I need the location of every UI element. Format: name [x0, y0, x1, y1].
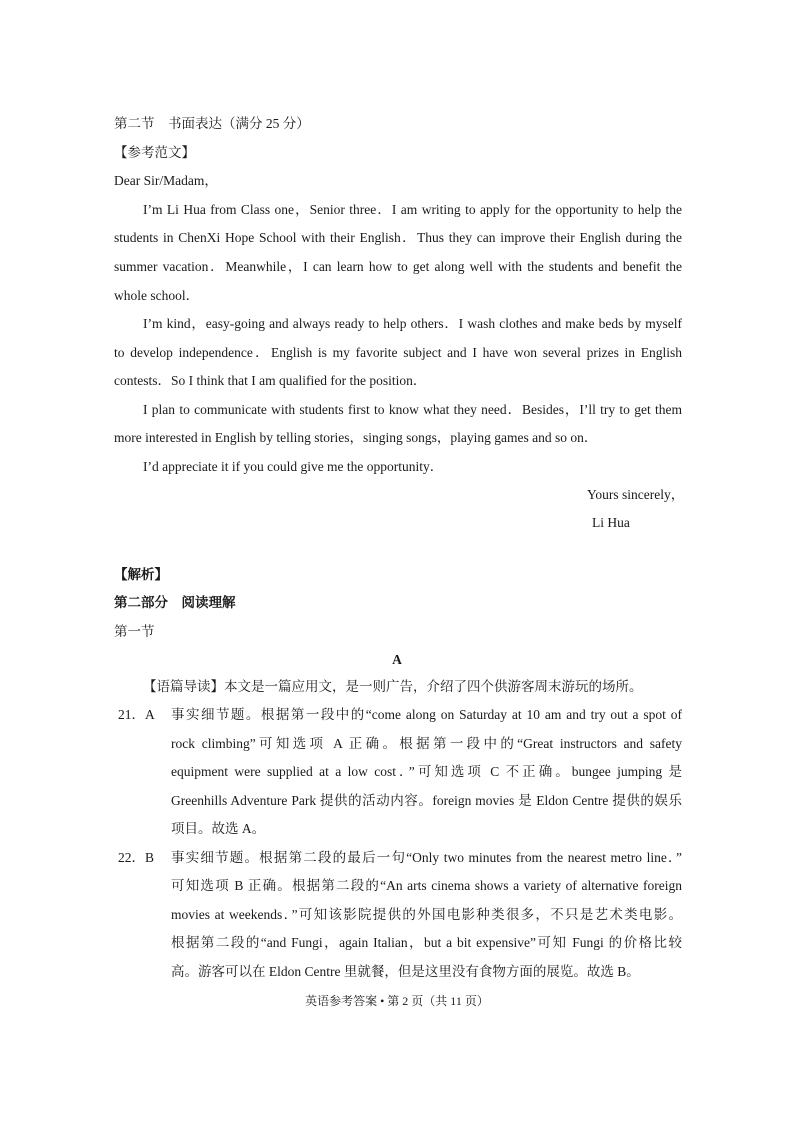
letter-p1-line: students in ChenXi Hope School with their English．Thus they can improve their English during the: [114, 230, 682, 245]
passage-letter: A: [392, 652, 402, 667]
letter-p1-line: I’m Li Hua from Class one，Senior three．I am writing to apply for the opportunity to help the: [143, 202, 682, 217]
letter-p3-line: more interested in English by telling stories，singing songs，playing games and so on．: [114, 430, 598, 445]
question-22-line: 高。游客可以在 Eldon Centre 里就餐，但是这里没有食物方面的展览。故选 B。: [171, 964, 640, 979]
reference-label: 【参考范文】: [114, 145, 195, 160]
section-one-heading: 第一节: [114, 624, 155, 639]
question-21-line: Greenhills Adventure Park 提供的活动内容。foreign movies 是 Eldon Centre 提供的娱乐: [171, 793, 682, 808]
letter-p1-line: summer vacation．Meanwhile，I can learn how to get along well with the students and benefit the: [114, 259, 682, 274]
question-22-line: 事实细节题。根据第二段的最后一句“Only two minutes from the nearest metro line．”: [171, 850, 682, 865]
question-22-line: 根据第二段的“and Fungi，again Italian，but a bit expensive”可知 Fungi 的价格比较: [171, 935, 682, 950]
analysis-label: 【解析】: [114, 567, 168, 582]
letter-p4-line: I’d appreciate it if you could give me the opportunity．: [143, 459, 444, 474]
question-21-line: 事实细节题。根据第一段中的“come along on Saturday at 10 am and try out a spot of: [171, 707, 682, 722]
passage-guide: 【语篇导读】本文是一篇应用文，是一则广告，介绍了四个供游客周末游玩的场所。: [143, 679, 643, 694]
question-22-number: 22．B: [118, 850, 155, 865]
page-footer: 英语参考答案 • 第 2 页（共 11 页）: [305, 994, 489, 1008]
question-22-line: 可知选项 B 正确。根据第二段的“An arts cinema shows a variety of alternative foreign: [171, 878, 682, 893]
question-21-line: rock climbing”可知选项 A 正确。根据第一段中的“Great instructors and safety: [171, 736, 682, 751]
letter-closing: Yours sincerely，: [587, 487, 685, 502]
letter-p2-line: contests．So I think that I am qualified for the position．: [114, 373, 427, 388]
section-heading: 第二节 书面表达（满分 25 分）: [114, 116, 310, 131]
letter-p2-line: I’m kind，easy-going and always ready to help others．I wash clothes and make beds by myself: [143, 316, 682, 331]
letter-p1-line: whole school．: [114, 288, 200, 303]
letter-p2-line: to develop independence．English is my favorite subject and I have won several prizes in English: [114, 345, 682, 360]
letter-salutation: Dear Sir/Madam，: [114, 173, 218, 188]
question-21-line: 项目。故选 A。: [171, 821, 266, 836]
letter-signature: Li Hua: [592, 515, 630, 530]
question-21-number: 21．A: [118, 707, 155, 722]
question-21-line: equipment were supplied at a low cost．”可知选项 C 不正确。bungee jumping 是: [171, 764, 682, 779]
question-22-line: movies at weekends．”可知该影院提供的外国电影种类很多，不只是艺术类电影。: [171, 907, 682, 922]
part-heading: 第二部分 阅读理解: [114, 595, 236, 610]
letter-p3-line: I plan to communicate with students first to know what they need．Besides，I’ll try to get them: [143, 402, 682, 417]
